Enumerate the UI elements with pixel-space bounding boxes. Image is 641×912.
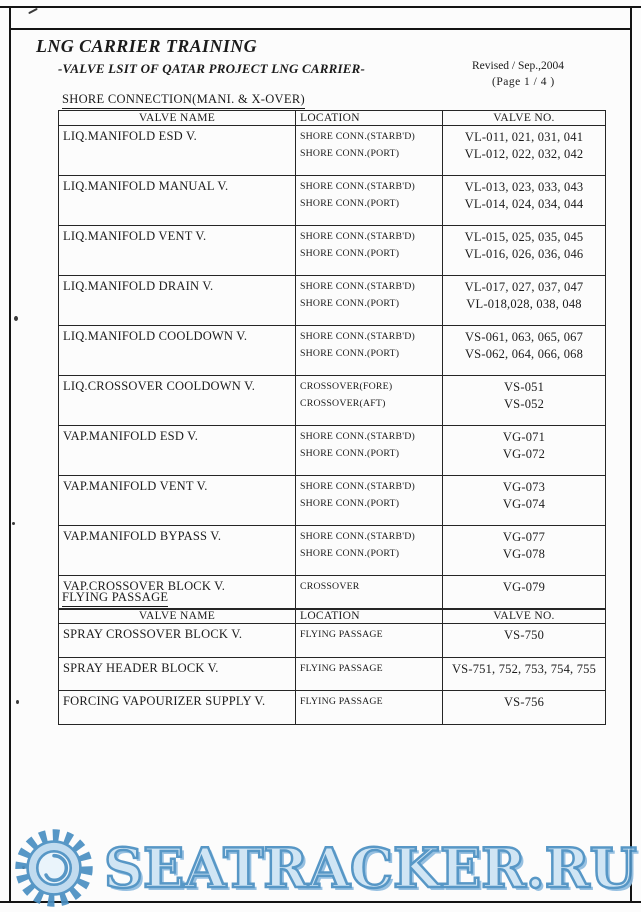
- location-line: SHORE CONN.(PORT): [300, 547, 400, 559]
- location-cell: [296, 426, 443, 476]
- valve-no-line: VS-750: [503, 628, 545, 642]
- location-cell: [296, 576, 443, 610]
- table-row: [59, 691, 606, 725]
- page-border-top-inner: [9, 28, 632, 30]
- valve-no-cell: [443, 526, 606, 576]
- valve-no-line: VS-061, 063, 065, 067: [464, 330, 584, 344]
- watermark: [10, 828, 635, 908]
- page-border-top: [0, 6, 641, 8]
- valve-no-line: VG-079: [502, 580, 546, 594]
- column-header: VALVE NO.: [443, 609, 606, 624]
- location-cell: [296, 476, 443, 526]
- valve-no-cell: [443, 576, 606, 610]
- table-row: [59, 426, 606, 476]
- valve-no-line: VS-751, 752, 753, 754, 755: [451, 661, 597, 676]
- valve-no-line: VL-016, 026, 036, 046: [464, 246, 584, 261]
- table-row: [59, 526, 606, 576]
- valve-no-cell: [443, 276, 606, 326]
- location-line: FLYING PASSAGE: [300, 629, 383, 640]
- scan-speckle: [14, 316, 18, 321]
- table-row: [59, 176, 606, 226]
- document-title: LNG CARRIER TRAINING: [36, 36, 258, 56]
- valve-name-cell: VAP.MANIFOLD VENT V.: [59, 476, 296, 526]
- valve-name-cell: SPRAY HEADER BLOCK V.: [59, 657, 296, 691]
- location-line: SHORE CONN.(PORT): [300, 447, 400, 459]
- location-line: SHORE CONN.(PORT): [300, 347, 400, 359]
- valve-no-line: VS-052: [503, 396, 545, 411]
- location-cell: [296, 226, 443, 276]
- valve-name-cell: VAP.MANIFOLD ESD V.: [59, 426, 296, 476]
- valve-no-line: VL-013, 023, 033, 043: [464, 180, 584, 194]
- location-cell: [296, 126, 443, 176]
- scan-speckle: [16, 700, 19, 704]
- section-heading-flying-passage: FLYING PASSAGE: [62, 590, 168, 607]
- location-line: SHORE CONN.(PORT): [300, 247, 400, 259]
- column-header: LOCATION: [296, 111, 443, 126]
- location-line: SHORE CONN.(STARB'D): [300, 281, 415, 292]
- table-row: [59, 126, 606, 176]
- table-row: [59, 326, 606, 376]
- column-header: LOCATION: [296, 609, 443, 624]
- location-line: SHORE CONN.(STARB'D): [300, 331, 415, 342]
- flying-passage-table: [58, 608, 606, 725]
- location-line: CROSSOVER(AFT): [300, 397, 386, 409]
- location-line: SHORE CONN.(PORT): [300, 197, 400, 209]
- scan-speckle: [12, 522, 15, 525]
- valve-name-cell: SPRAY CROSSOVER BLOCK V.: [59, 624, 296, 658]
- valve-name-cell: LIQ.MANIFOLD VENT V.: [59, 226, 296, 276]
- page-border-right: [630, 6, 632, 903]
- page-border-left: [9, 6, 11, 903]
- valve-no-line: VS-062, 064, 066, 068: [464, 346, 584, 361]
- table-row: [59, 226, 606, 276]
- column-header: VALVE NO.: [443, 111, 606, 126]
- location-cell: [296, 691, 443, 725]
- valve-name-cell: LIQ.MANIFOLD DRAIN V.: [59, 276, 296, 326]
- location-line: SHORE CONN.(STARB'D): [300, 131, 415, 142]
- location-cell: [296, 376, 443, 426]
- table-row: [59, 276, 606, 326]
- valve-no-cell: [443, 326, 606, 376]
- location-line: FLYING PASSAGE: [300, 696, 383, 707]
- valve-no-cell: [443, 476, 606, 526]
- valve-no-line: VG-077: [502, 530, 546, 544]
- valve-no-cell: [443, 691, 606, 725]
- valve-no-line: VL-012, 022, 032, 042: [464, 146, 584, 161]
- valve-no-line: VG-071: [502, 430, 546, 444]
- valve-name-cell: LIQ.CROSSOVER COOLDOWN V.: [59, 376, 296, 426]
- watermark-text: SEATRACKER.RU: [104, 836, 637, 900]
- column-header: VALVE NAME: [59, 111, 296, 126]
- table-row: [59, 657, 606, 691]
- valve-no-line: VL-017, 027, 037, 047: [464, 280, 584, 294]
- location-line: SHORE CONN.(STARB'D): [300, 481, 415, 492]
- section-heading-shore-connection: SHORE CONNECTION(MANI. & X-OVER): [62, 92, 305, 109]
- valve-name-cell: LIQ.MANIFOLD MANUAL V.: [59, 176, 296, 226]
- location-line: SHORE CONN.(PORT): [300, 147, 400, 159]
- sun-logo-icon: [10, 824, 98, 912]
- valve-name-cell: LIQ.MANIFOLD ESD V.: [59, 126, 296, 176]
- location-line: SHORE CONN.(STARB'D): [300, 431, 415, 442]
- valve-no-cell: [443, 624, 606, 658]
- valve-no-line: VS-051: [503, 380, 545, 394]
- location-cell: [296, 526, 443, 576]
- table-row: [59, 476, 606, 526]
- valve-no-cell: [443, 226, 606, 276]
- valve-name-cell: FORCING VAPOURIZER SUPPLY V.: [59, 691, 296, 725]
- location-line: SHORE CONN.(STARB'D): [300, 231, 415, 242]
- valve-no-cell: [443, 376, 606, 426]
- shore-connection-table-wrap: [58, 110, 606, 610]
- location-cell: [296, 657, 443, 691]
- location-line: SHORE CONN.(PORT): [300, 497, 400, 509]
- location-line: SHORE CONN.(STARB'D): [300, 181, 415, 192]
- location-cell: [296, 624, 443, 658]
- revised-date: Revised / Sep.,2004: [472, 60, 564, 72]
- valve-no-cell: [443, 176, 606, 226]
- valve-no-line: VL-015, 025, 035, 045: [464, 230, 584, 244]
- location-line: CROSSOVER(FORE): [300, 381, 393, 392]
- location-line: SHORE CONN.(PORT): [300, 297, 400, 309]
- valve-no-line: VL-011, 021, 031, 041: [464, 130, 584, 144]
- valve-no-line: VL-014, 024, 034, 044: [464, 196, 584, 211]
- valve-no-cell: [443, 426, 606, 476]
- flying-passage-table-wrap: [58, 608, 606, 725]
- table-row: [59, 376, 606, 426]
- valve-no-cell: [443, 126, 606, 176]
- header-row: [59, 111, 606, 126]
- header-row: [59, 609, 606, 624]
- scan-speckle: [28, 8, 38, 14]
- location-cell: [296, 176, 443, 226]
- location-line: CROSSOVER: [300, 581, 360, 592]
- column-header: VALVE NAME: [59, 609, 296, 624]
- valve-name-cell: VAP.MANIFOLD BYPASS V.: [59, 526, 296, 576]
- valve-no-line: VG-074: [502, 496, 546, 511]
- location-cell: [296, 276, 443, 326]
- valve-name-cell: LIQ.MANIFOLD COOLDOWN V.: [59, 326, 296, 376]
- valve-name-cell: VAP.CROSSOVER BLOCK V.: [59, 576, 296, 610]
- table-row: [59, 624, 606, 658]
- document-subtitle: -VALVE LSIT OF QATAR PROJECT LNG CARRIER-: [58, 61, 366, 76]
- valve-no-cell: [443, 657, 606, 691]
- valve-no-line: VL-018,028, 038, 048: [466, 296, 582, 311]
- valve-no-line: VG-078: [502, 546, 546, 561]
- shore-connection-table: [58, 110, 606, 610]
- page-number: (Page 1 / 4 ): [492, 76, 555, 88]
- valve-no-line: VG-073: [502, 480, 546, 494]
- valve-no-line: VG-072: [502, 446, 546, 461]
- location-line: SHORE CONN.(STARB'D): [300, 531, 415, 542]
- location-cell: [296, 326, 443, 376]
- location-line: FLYING PASSAGE: [300, 662, 383, 674]
- valve-no-line: VS-756: [503, 695, 545, 709]
